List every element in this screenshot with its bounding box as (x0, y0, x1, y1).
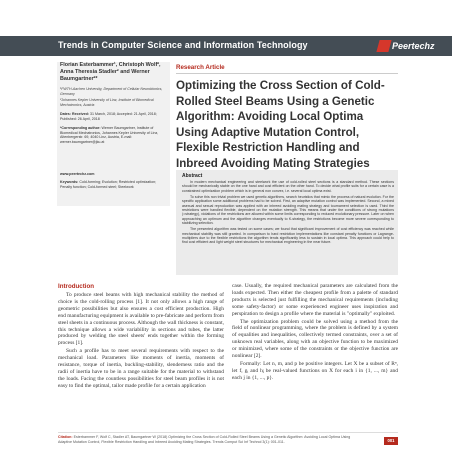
affiliations (60, 87, 168, 109)
abstract-body (182, 180, 394, 247)
affiliation-1: ¹FWTH-Aachen University, Department of Cellular Neurobionics, Germany (60, 87, 163, 96)
corr-label: *Corresponding author: (60, 126, 101, 130)
abstract-paragraph: The presented algorithm was tested on some cases; we found that significant improvement of cost efficiency was reached while mechanical stability was still granted. In comparison to hard restriction implementations like constant penalty functions or Lagrange-multipliers due to the flexible restrictions the algorithm tends significantly less to sustain in local optima. This approach could help to find cost efficient and light weight steel structures for mechanical engineering in the near future. (182, 227, 394, 245)
footer-divider (58, 432, 398, 433)
citation-text: Esterbammer F, Wolf C, Stadler AT, Baumgartner W (2018) Optimizing the Cross Section of Cold-Rolled Steel Beams Using a Genetic Algorithm: Avoiding Local Optima Using Adaptive Mutation Control, Flexible Restriction Handling and Inbreed Avoiding Mating Strategies. Trends Comput Sci Inf Technol 3(1): 001-011. (58, 435, 351, 444)
article-title: Optimizing the Cross Section of Cold-Rolled Steel Beams Using a Genetic Algorithm: Avoiding Local Optima Using Adaptive Mutation Control, Flexible Restriction Handling and Inbreed Avoiding Mating Strategies (176, 79, 385, 170)
body-paragraph: To produce steel beams with high mechanical stability the method of choice is the cold-rolling process [1]. It not only allows a high range of geometric possibilities but also ensures a cost efficient production. High end manufacturing equipment is available to pre-fabricate and perform from steel sheets in a continuous process. Although the wall thickness is constant, this technique allows a wide variability in sections and tubes, the latter produced by welding the steel sheets' ends together within the forming process [1]. (58, 292, 224, 347)
keywords-text: Cold-forming; Evolution; Restricted optimization; Penalty function; Cold-formed steel; Steelwork (60, 180, 157, 189)
keywords-label: Keywords: (60, 180, 79, 184)
title-divider (176, 73, 398, 74)
abstract-paragraph: To solve this non trivial problem we used genetic algorithms, search heuristics that mimic the process of natural evolution. For the specific application some additional problems had to be solved. First, an adaptive mutation control was implemented. Second, a mixed asexual and sexual reproduction was applied with an inbreed avoiding mating strategy and tournament selection is used. Third the restrictions were handled flexible, dependent on the mutation strength. This means that under the conditions of strong mutations (=strategy), violations of the restrictions are allowed within some limits corresponding to reduced evolutionary pressure. Later on when approaching an optimum and the algorithm changes eventually to K-strategy, the restrictions become more severe corresponding to stabilizing selection. (182, 195, 394, 226)
author-list: Florian Esterbammer¹, Christoph Wolf², Anna Theresia Stadler² and Werner Baumgartner²* (60, 62, 161, 82)
keywords (60, 180, 168, 189)
publisher-logo[interactable] (378, 39, 435, 53)
affiliation-2: ²Johannes Kepler University of Linz, Institute of Biomedical Mechatronics, Austria (60, 98, 154, 107)
body-column-right (232, 283, 398, 383)
publication-dates (60, 112, 168, 121)
body-column-left (58, 292, 224, 391)
introduction-heading: Introduction (58, 283, 95, 290)
body-paragraph: Formally: Let n, m, and p be positive integers. Let X be a subset of Rⁿ, let f, gᵢ and hⱼ be real-valued functions on X for each i in {1, ..., m} and each j in {1, ..., p}. (232, 360, 398, 381)
citation-label: Citation: (58, 435, 73, 439)
body-paragraph: Such a profile has to meet several requirements with respect to the mechanical load. Parameters like moments of inertia, moments of resistance, torque of inertia, buckling-stability, slenderness ratio and the radii of inertia have to be in a range suitable for the material to withstand the loads. Facing the countless possibilities for steel beam profiles it is not easy to find the optimal, tailor made profile for a certain application (58, 348, 224, 389)
dates-text: 31 March, 2018; Accepted: 21 April, 2018; Published: 26 April, 2018 (60, 112, 157, 121)
logo-mark-icon (376, 40, 391, 52)
dates-label: Dates: Received: (60, 112, 89, 116)
body-paragraph: The optimization problem could be solved using a method from the field of nonlinear programming, where the problem is defined by a system of equalities and inequalities, collectively termed constraints, over a set of unknown real variables, along with an objective function to be maximized or minimized, where some of the constraints or the objective function are nonlinear [2]. (232, 318, 398, 360)
abstract-paragraph: In modern mechanical engineering and steelwork the use of cold-rolled steel sections is a standard method. These sections should be mechanically stable on the one hand and cost efficient on the other hand. To decide what profile suits for a certain case is a constrained optimization problem which is in general non convex, i.e. several local optima exist. (182, 180, 394, 193)
abstract-heading: Abstract (182, 173, 203, 179)
publisher-website-link[interactable]: www.peertechz.com (60, 172, 95, 176)
citation (58, 435, 358, 444)
page-number: 001 (384, 437, 398, 445)
corresponding-author (60, 126, 168, 144)
article-type-label: Research Article (176, 64, 225, 71)
body-paragraph: case. Usually, the required mechanical parameters are calculated from the loads expected. Then either the cheapest profile from a palette of standard products is selected just fulfilling the mechanical requirements (including some safety-factor) or some experienced engineer uses inspiration and perspiration to design a profile where the material is "optimally" exploited. (232, 283, 398, 317)
journal-title: Trends in Computer Science and Information Technology (58, 40, 308, 50)
corr-text: Werner Baumgartner, Institute of Biomedical Mechatronics, Johannes Kepler University of Linz, Altenbergerstr. 69, 4040 Linz, Austria, E-mail: werner.baumgartner@jku.at (60, 126, 159, 144)
logo-text: Peertechz (392, 41, 435, 51)
